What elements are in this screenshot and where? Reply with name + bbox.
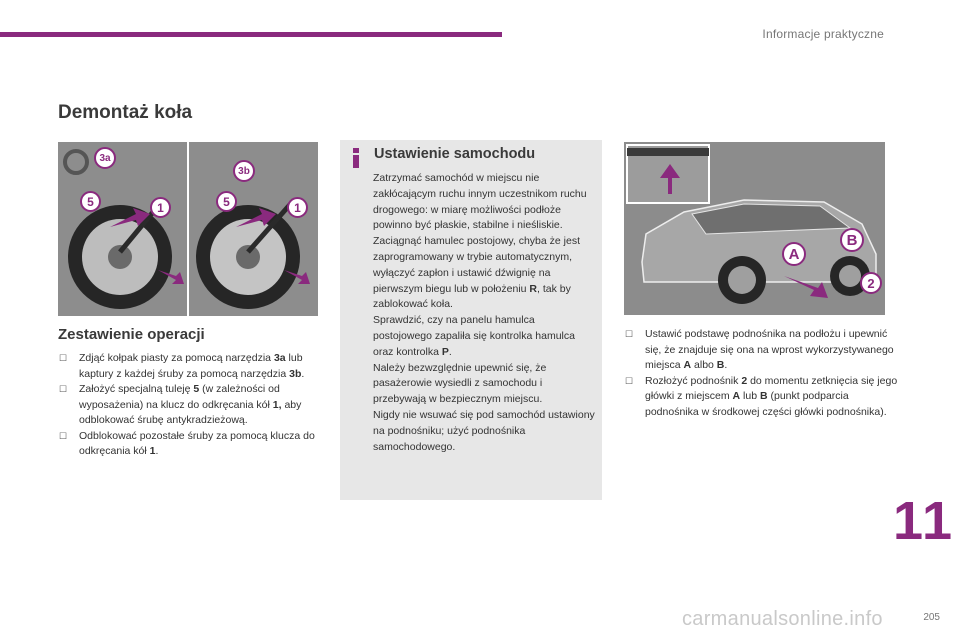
info-paragraph: Zaciągnąć hamulec postojowy, chyba że jest zaprogramowany w trybie automatycznym, wyłączyć zapłon i ustawić dźwignię na pierwszym biegu lub w położeniu R, tak by zablokować koła. — [373, 235, 580, 311]
callout-2: 2 — [860, 272, 882, 294]
list-item: ☐ Rozłożyć podnośnik 2 do momentu zetknięcia się jego główki z miejscem A lub B (punkt podparcia podnośnika w środkowej części główki podnośnika). — [625, 374, 898, 418]
car-jack-illustration — [624, 142, 885, 315]
list-item: ☐ Ustawić podstawę podnośnika na podłożu i upewnić się, że znajduje się ona na wprost wykorzystywanego miejsca A albo B. — [625, 328, 894, 371]
info-text — [373, 171, 595, 455]
callout-1-right: 1 — [287, 197, 308, 218]
info-paragraph: Należy bezwzględnie upewnić się, że pasażerowie wysiedli z samochodu i przebywają w bezpiecznym miejscu. — [373, 361, 547, 406]
info-paragraph: Nigdy nie wsuwać się pod samochód ustawiony na podnośniku; użyć podnośnika samochodowego. — [373, 408, 595, 453]
wheel-removal-illustration — [58, 142, 318, 316]
callout-5-right: 5 — [216, 191, 237, 212]
list-item: ☐ Założyć specjalną tuleję 5 (w zależności od wyposażenia) na klucz do odkręcania kół 1, aby odblokować śrubę antykradzieżową. — [59, 383, 302, 426]
bullet-icon: ☐ — [59, 430, 68, 441]
page-number: 205 — [923, 612, 940, 623]
list-item: ☐ Zdjąć kołpak piasty za pomocą narzędzia 3a lub kaptury z każdej śruby za pomocą narzędzia 3b. — [59, 352, 305, 380]
info-paragraph: Sprawdzić, czy na panelu hamulca postojowego zapaliła się kontrolka hamulca oraz kontrolka P. — [373, 314, 575, 358]
bullet-icon: ☐ — [59, 384, 68, 394]
operations-heading: Zestawienie operacji — [58, 326, 205, 343]
callout-3b: 3b — [233, 160, 255, 182]
callout-3a: 3a — [94, 147, 116, 169]
list-item: ☐ Odblokować pozostałe śruby za pomocą klucza do odkręcania kół 1. — [59, 429, 315, 457]
info-icon — [351, 148, 361, 168]
bullet-icon: ☐ — [625, 329, 634, 339]
bullet-icon: ☐ — [625, 375, 634, 386]
info-heading: Ustawienie samochodu — [374, 146, 536, 162]
header-accent-bar — [0, 32, 502, 37]
callout-1-left: 1 — [150, 197, 171, 218]
operations-list — [58, 351, 320, 460]
info-paragraph: Zatrzymać samochód w miejscu nie zakłócającym ruchu innym uczestnikom ruchu drogowego: w miarę możliwości podłoże powinno być płaskie, stabilne i nieśliskie. — [373, 172, 587, 232]
page-title: Demontaż koła — [58, 102, 193, 123]
info-box — [340, 140, 602, 500]
callout-b: B — [840, 228, 864, 252]
callout-5-left: 5 — [80, 191, 101, 212]
jack-instructions-list — [624, 327, 899, 420]
header-section-title: Informacje praktyczne — [762, 27, 884, 41]
chapter-number: 11 — [893, 491, 955, 551]
callout-a: A — [782, 242, 806, 266]
watermark: carmanualsonline.info — [682, 608, 883, 630]
bullet-icon: ☐ — [59, 353, 68, 363]
